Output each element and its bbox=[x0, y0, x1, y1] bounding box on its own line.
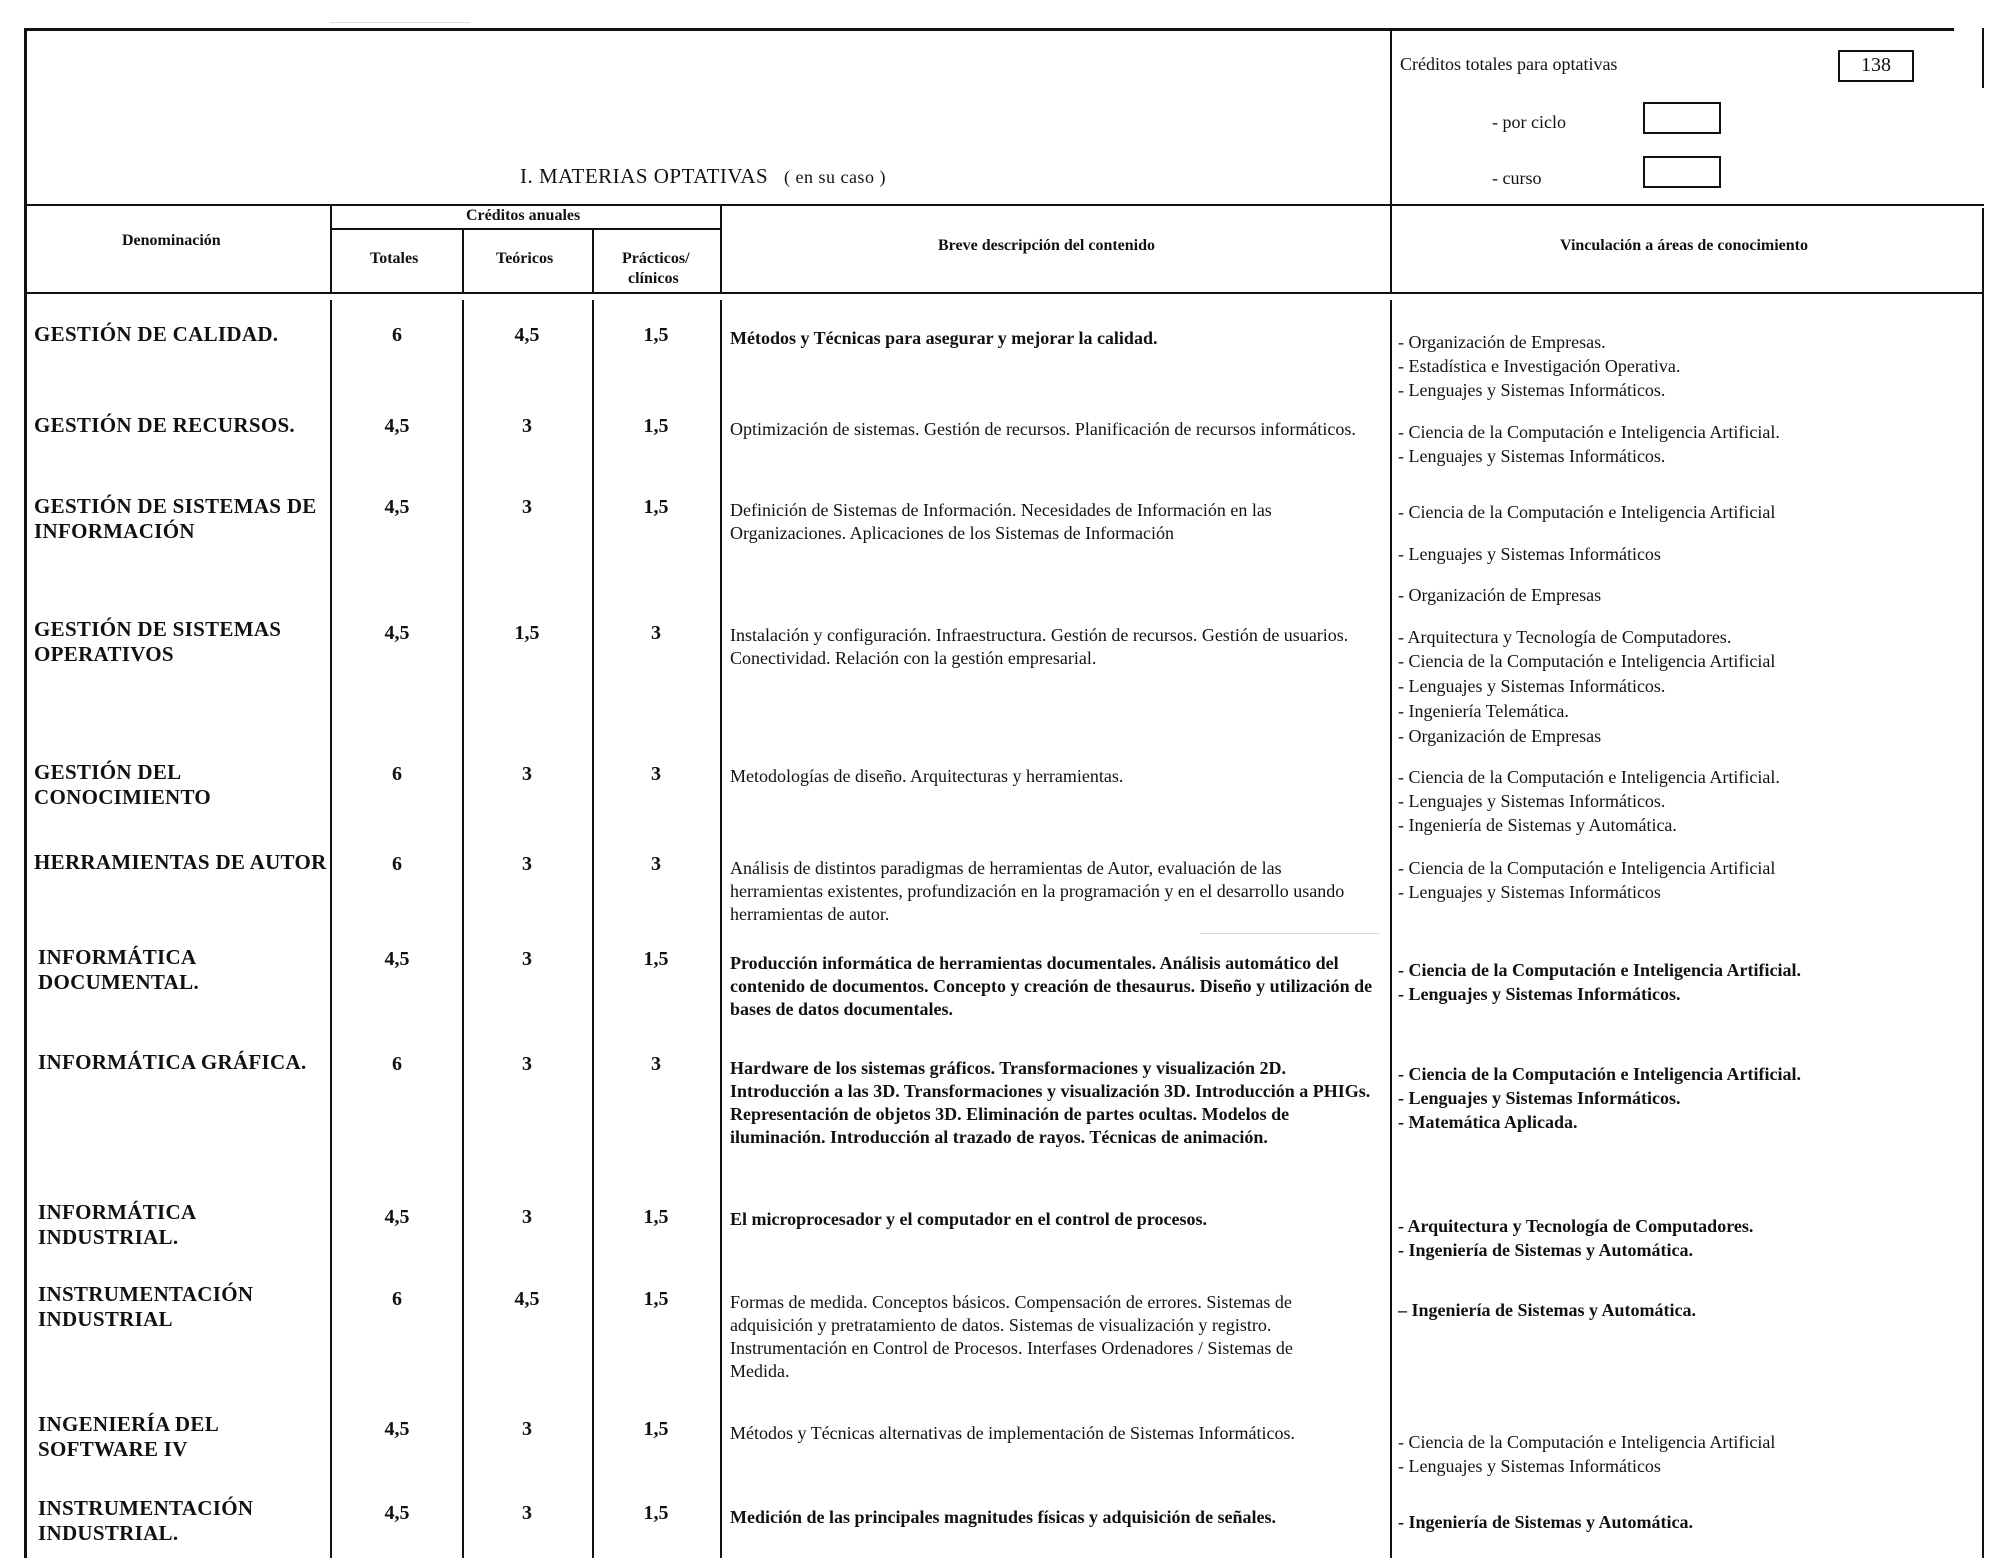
per-cycle-box[interactable] bbox=[1643, 102, 1721, 134]
row-theory: 3 bbox=[522, 763, 532, 785]
scan-artifact bbox=[330, 22, 470, 23]
row-description: Métodos y Técnicas alternativas de implementación de Sistemas Informáticos. bbox=[730, 1423, 1296, 1443]
row-area: - Organización de Empresas bbox=[1398, 726, 1602, 746]
row-description: Métodos y Técnicas para asegurar y mejorar la calidad. bbox=[730, 328, 1158, 348]
row-theory: 4,5 bbox=[514, 324, 540, 346]
row-description: Optimización de sistemas. Gestión de recursos. Planificación de recursos informáticos. bbox=[730, 419, 1356, 439]
row-description: Análisis de distintos paradigmas de herramientas de Autor, evaluación de las herramientas existentes, profundización en la programación y en el desarrollo usando herramientas de autor. bbox=[730, 858, 1345, 924]
header-row-bottom bbox=[24, 292, 1984, 294]
row-theory: 3 bbox=[522, 853, 532, 875]
row-area: - Ciencia de la Computación e Inteligencia Artificial bbox=[1398, 651, 1776, 671]
row-description: El microprocesador y el computador en el control de procesos. bbox=[730, 1209, 1207, 1229]
row-total: 4,5 bbox=[384, 948, 410, 970]
row-area: - Lenguajes y Sistemas Informáticos bbox=[1398, 544, 1661, 564]
body-col-sep-total bbox=[462, 300, 464, 1558]
body-col-sep-name bbox=[330, 300, 332, 1558]
row-theory: 3 bbox=[522, 1053, 532, 1075]
frame-top bbox=[24, 28, 1954, 31]
col-header-total: Totales bbox=[370, 250, 419, 267]
section-title-text: I. MATERIAS OPTATIVAS bbox=[520, 164, 769, 188]
annual-credits-rule bbox=[330, 228, 720, 230]
header-bottom-rule bbox=[24, 204, 1984, 206]
row-area: - Lenguajes y Sistemas Informáticos bbox=[1398, 1456, 1661, 1476]
row-total: 4,5 bbox=[384, 1418, 410, 1440]
row-total: 6 bbox=[392, 853, 402, 875]
body-col-sep-desc bbox=[1390, 300, 1392, 1558]
row-area: - Arquitectura y Tecnología de Computadores. bbox=[1398, 627, 1732, 647]
row-area: – Ingeniería de Sistemas y Automática. bbox=[1398, 1300, 1696, 1320]
row-area: - Organización de Empresas. bbox=[1398, 332, 1606, 352]
row-total: 4,5 bbox=[384, 1502, 410, 1524]
row-description: Instalación y configuración. Infraestructura. Gestión de recursos. Gestión de usuarios. Conectividad. Relación con la gestión empresarial. bbox=[730, 625, 1349, 668]
row-theory: 3 bbox=[522, 1418, 532, 1440]
col-header-practice-1: Prácticos/ bbox=[622, 250, 690, 267]
row-name: INFORMÁTICA DOCUMENTAL. bbox=[38, 945, 199, 994]
row-practice: 1,5 bbox=[643, 1418, 669, 1440]
row-total: 6 bbox=[392, 1053, 402, 1075]
row-practice: 1,5 bbox=[643, 948, 669, 970]
col-header-areas: Vinculación a áreas de conocimiento bbox=[1560, 237, 1808, 254]
row-name: HERRAMIENTAS DE AUTOR bbox=[34, 850, 327, 874]
row-area: - Arquitectura y Tecnología de Computadores. bbox=[1398, 1216, 1754, 1236]
row-area: - Ingeniería de Sistemas y Automática. bbox=[1398, 1512, 1693, 1532]
col-sep-name bbox=[330, 204, 332, 294]
row-practice: 3 bbox=[651, 622, 661, 644]
row-total: 6 bbox=[392, 324, 402, 346]
row-area: - Ingeniería Telemática. bbox=[1398, 701, 1569, 721]
row-theory: 3 bbox=[522, 496, 532, 518]
row-practice: 1,5 bbox=[643, 496, 669, 518]
row-name: GESTIÓN DE CALIDAD. bbox=[34, 322, 279, 346]
row-area: - Ciencia de la Computación e Inteligencia Artificial. bbox=[1398, 767, 1780, 787]
row-area: - Ciencia de la Computación e Inteligencia Artificial bbox=[1398, 858, 1776, 878]
course-label: - curso bbox=[1492, 168, 1542, 188]
row-practice: 1,5 bbox=[643, 1206, 669, 1228]
col-sep-total bbox=[462, 228, 464, 294]
course-box[interactable] bbox=[1643, 156, 1721, 188]
row-total: 4,5 bbox=[384, 622, 410, 644]
credits-total-label: Créditos totales para optativas bbox=[1400, 54, 1618, 74]
row-theory: 3 bbox=[522, 948, 532, 970]
row-area: - Ciencia de la Computación e Inteligencia Artificial bbox=[1398, 1432, 1776, 1452]
row-name: INGENIERÍA DEL SOFTWARE IV bbox=[38, 1412, 218, 1461]
row-theory: 3 bbox=[522, 1206, 532, 1228]
col-sep-practice bbox=[720, 204, 722, 294]
row-practice: 3 bbox=[651, 763, 661, 785]
section-title bbox=[520, 164, 886, 189]
row-area: - Lenguajes y Sistemas Informáticos. bbox=[1398, 446, 1666, 466]
row-area: - Lenguajes y Sistemas Informáticos bbox=[1398, 882, 1661, 902]
row-area: - Ciencia de la Computación e Inteligencia Artificial. bbox=[1398, 422, 1780, 442]
row-practice: 3 bbox=[651, 1053, 661, 1075]
row-theory: 4,5 bbox=[514, 1288, 540, 1310]
row-name: INFORMÁTICA GRÁFICA. bbox=[38, 1050, 307, 1074]
row-description: Medición de las principales magnitudes físicas y adquisición de señales. bbox=[730, 1507, 1277, 1527]
frame-right-top bbox=[1982, 28, 1984, 88]
section-title-note: ( en su caso ) bbox=[783, 167, 886, 187]
row-area: - Ingeniería de Sistemas y Automática. bbox=[1398, 815, 1677, 835]
frame-right bbox=[1982, 208, 1984, 1558]
frame-left bbox=[24, 28, 27, 1558]
row-area: - Ciencia de la Computación e Inteligencia Artificial. bbox=[1398, 960, 1801, 980]
row-name: INSTRUMENTACIÓN INDUSTRIAL bbox=[38, 1282, 254, 1331]
row-area: - Lenguajes y Sistemas Informáticos. bbox=[1398, 984, 1681, 1004]
row-total: 4,5 bbox=[384, 496, 410, 518]
row-practice: 3 bbox=[651, 853, 661, 875]
body-col-sep-practice bbox=[720, 300, 722, 1558]
row-name: INSTRUMENTACIÓN INDUSTRIAL. bbox=[38, 1496, 254, 1545]
row-area: - Estadística e Investigación Operativa. bbox=[1398, 356, 1681, 376]
col-sep-theory bbox=[592, 228, 594, 294]
col-header-description: Breve descripción del contenido bbox=[938, 237, 1156, 254]
row-theory: 1,5 bbox=[514, 622, 540, 644]
row-practice: 1,5 bbox=[643, 324, 669, 346]
col-header-annual-credits: Créditos anuales bbox=[466, 207, 581, 224]
row-area: - Ciencia de la Computación e Inteligencia Artificial. bbox=[1398, 1064, 1801, 1084]
row-area: - Ingeniería de Sistemas y Automática. bbox=[1398, 1240, 1693, 1260]
row-area: - Ciencia de la Computación e Inteligencia Artificial bbox=[1398, 502, 1776, 522]
row-practice: 1,5 bbox=[643, 415, 669, 437]
row-area: - Organización de Empresas bbox=[1398, 585, 1602, 605]
row-name: GESTIÓN DE SISTEMAS DE INFORMACIÓN bbox=[34, 494, 317, 543]
row-area: - Lenguajes y Sistemas Informáticos. bbox=[1398, 380, 1666, 400]
row-theory: 3 bbox=[522, 415, 532, 437]
row-theory: 3 bbox=[522, 1502, 532, 1524]
col-header-theory: Teóricos bbox=[496, 250, 554, 267]
row-description: Definición de Sistemas de Información. Necesidades de Información en las Organizaciones. Aplicaciones de los Sistemas de Información bbox=[730, 500, 1272, 543]
row-description: Formas de medida. Conceptos básicos. Compensación de errores. Sistemas de adquisición y pretratamiento de datos. Sistemas de visualización y registro. Instrumentación en Control de Procesos. Interfases Ordenadores / Sistemas de Medida. bbox=[730, 1292, 1293, 1381]
row-practice: 1,5 bbox=[643, 1288, 669, 1310]
scan-artifact bbox=[1200, 933, 1380, 934]
col-header-practice-2: clínicos bbox=[628, 270, 679, 287]
row-total: 4,5 bbox=[384, 1206, 410, 1228]
body-col-sep-theory bbox=[592, 300, 594, 1558]
row-total: 6 bbox=[392, 1288, 402, 1310]
row-area: - Lenguajes y Sistemas Informáticos. bbox=[1398, 1088, 1681, 1108]
row-description: Metodologías de diseño. Arquitecturas y herramientas. bbox=[730, 766, 1124, 786]
row-total: 6 bbox=[392, 763, 402, 785]
header-divider bbox=[1390, 28, 1392, 206]
row-name: GESTIÓN DE RECURSOS. bbox=[34, 413, 295, 437]
col-sep-desc bbox=[1390, 204, 1392, 294]
row-name: INFORMÁTICA INDUSTRIAL. bbox=[38, 1200, 196, 1249]
col-header-name: Denominación bbox=[122, 232, 221, 249]
row-name: GESTIÓN DE SISTEMAS OPERATIVOS bbox=[34, 617, 282, 666]
row-description: Producción informática de herramientas documentales. Análisis automático del contenido de documentos. Concepto y creación de thesaurus. Diseño y utilización de bases de datos documentales. bbox=[730, 953, 1373, 1019]
row-total: 4,5 bbox=[384, 415, 410, 437]
per-cycle-label: - por ciclo bbox=[1492, 112, 1566, 132]
row-name: GESTIÓN DEL CONOCIMIENTO bbox=[34, 760, 212, 809]
credits-total-box[interactable]: 138 bbox=[1838, 50, 1914, 82]
row-area: - Lenguajes y Sistemas Informáticos. bbox=[1398, 676, 1666, 696]
row-area: - Lenguajes y Sistemas Informáticos. bbox=[1398, 791, 1666, 811]
row-area: - Matemática Aplicada. bbox=[1398, 1112, 1578, 1132]
row-description: Hardware de los sistemas gráficos. Transformaciones y visualización 2D. Introducción a las 3D. Transformaciones y visualización 3D. Introducción a PHIGs. Representación de objetos 3D. Eliminación de partes ocultas. Modelos de iluminación. Introducción al trazado de rayos. Técnicas de animación. bbox=[730, 1058, 1371, 1147]
row-practice: 1,5 bbox=[643, 1502, 669, 1524]
